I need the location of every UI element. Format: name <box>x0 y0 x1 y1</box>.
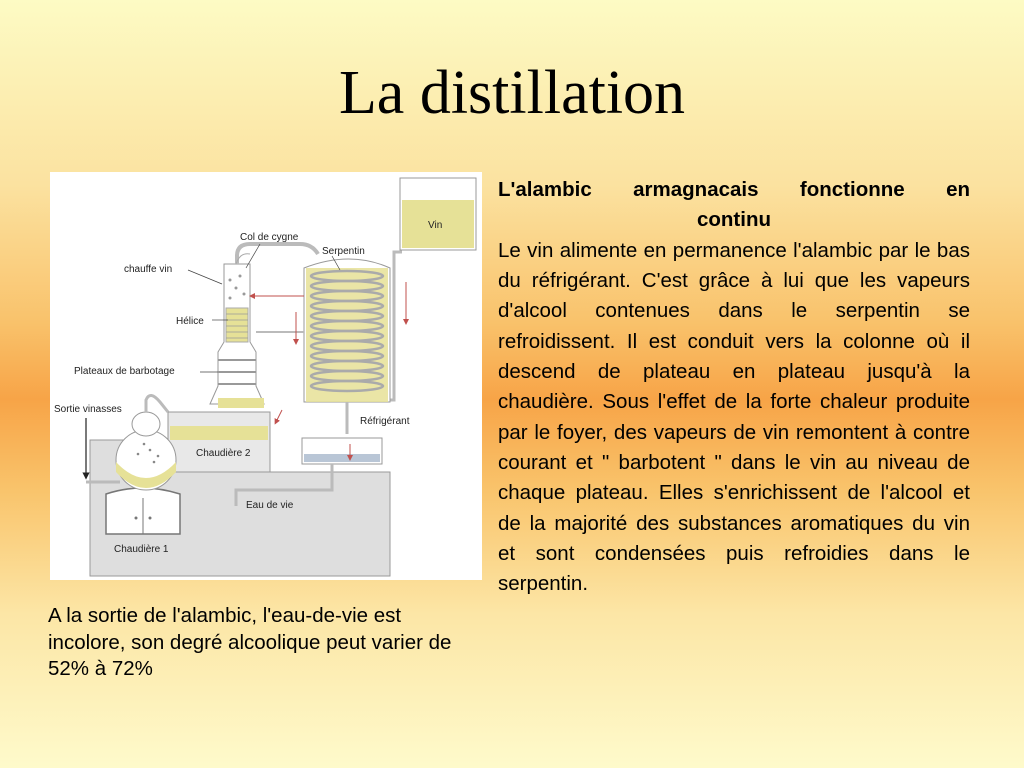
diagram-caption: A la sortie de l'alambic, l'eau-de-vie est incolore, son degré alcoolique peut varier de 52% à 72% <box>48 604 452 681</box>
alambic-diagram <box>50 172 482 580</box>
helice <box>226 308 248 342</box>
label-chaudiere-2: Chaudière 2 <box>196 448 251 459</box>
chaudiere-2-liquid <box>170 426 268 440</box>
label-chauffe-vin: chauffe vin <box>124 264 173 275</box>
chaudiere-2-housing <box>168 412 270 472</box>
label-plateaux: Plateaux de barbotage <box>74 366 175 377</box>
label-serpentin: Serpentin <box>322 246 365 257</box>
label-helice: Hélice <box>176 316 204 327</box>
alambic-diagram-svg <box>50 172 482 580</box>
label-vin: Vin <box>428 220 443 231</box>
label-sortie-vinasses: Sortie vinasses <box>54 404 122 415</box>
label-chaudiere-1: Chaudière 1 <box>114 544 169 555</box>
description-block <box>498 175 970 600</box>
slide-title: La distillation <box>338 59 686 127</box>
description-heading <box>498 175 970 236</box>
heading-line-1: L'alambic armagnacais fonctionne en <box>498 178 970 201</box>
label-eau-de-vie: Eau de vie <box>246 500 294 511</box>
description-body: Le vin alimente en permanence l'alambic par le bas du réfrigérant. C'est grâce à lui que les vapeurs d'alcool contenues dans le serpentin se refroidissent. Il est conduit vers la colonne où il descend de plateau en plateau jusqu'à la chaudière. Sous l'effet de la forte chaleur produite par le foyer, des vapeurs de vin remontent à contre courant et " barbotent " dans le vin au niveau de chaque plateau. Elles s'enrichissent de l'alcool et de la majorité des substances aromatiques du vin et sont condensées puis refroidies dans le serpentin. <box>498 238 970 596</box>
label-refrigerant: Réfrigérant <box>360 416 410 427</box>
label-col-de-cygne: Col de cygne <box>240 232 299 243</box>
heading-line-2: continu <box>696 208 771 232</box>
